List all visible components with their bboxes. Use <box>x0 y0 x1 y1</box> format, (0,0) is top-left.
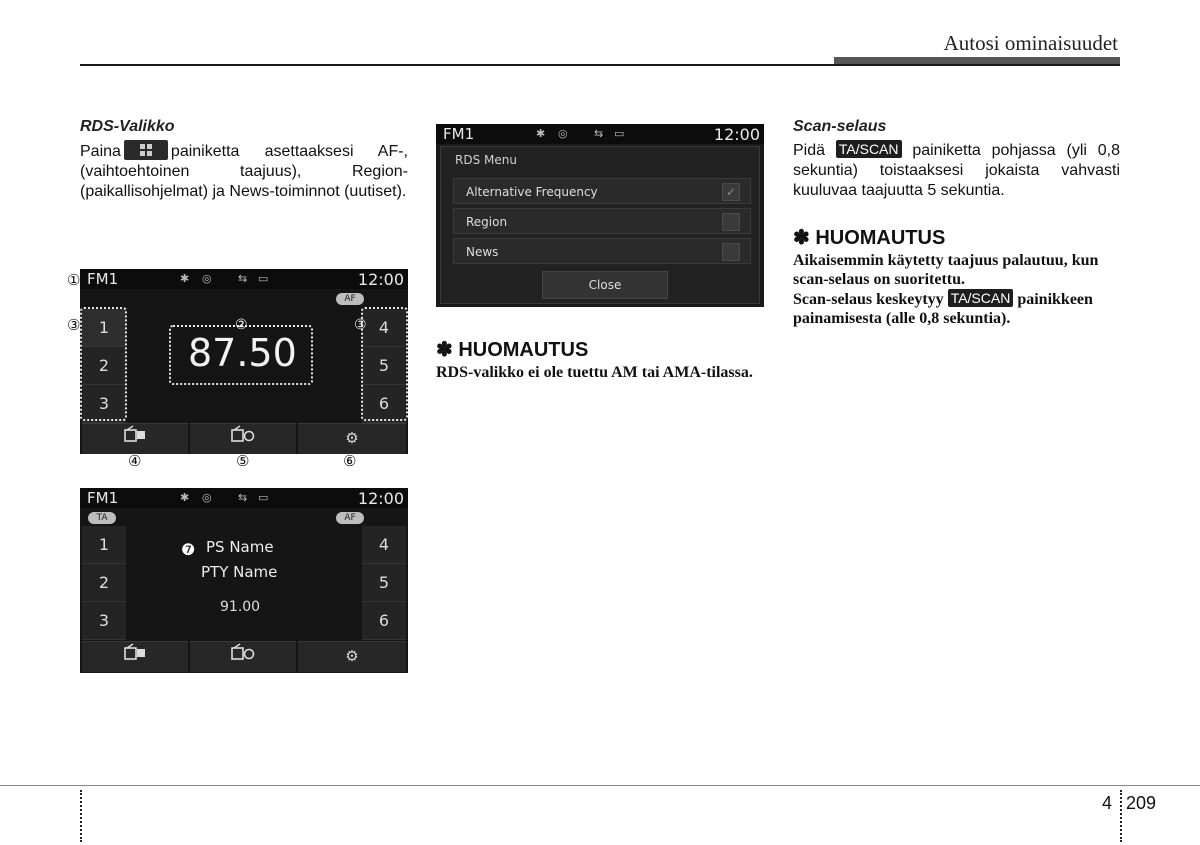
menu-item-label: News <box>466 245 499 259</box>
menu-item-label: Alternative Frequency <box>466 185 598 199</box>
af-indicator: AF <box>336 293 364 305</box>
clock: 12:00 <box>713 125 760 144</box>
radio-scan-icon <box>231 643 255 661</box>
status-bar <box>436 124 764 144</box>
callout-3-right: ③ <box>354 316 367 332</box>
ipod-icon: ◎ <box>202 272 212 285</box>
usb-icon: ⇆ <box>594 127 604 140</box>
radio-screen-fm <box>80 269 408 454</box>
chapter-number: 4 <box>1102 793 1113 813</box>
radio-list-icon <box>124 643 146 661</box>
right-note-2-start: Scan-selaus keskeytyy <box>793 291 944 308</box>
menu-item-label: Region <box>466 215 508 229</box>
preset-1[interactable]: 1 <box>82 526 126 564</box>
menu-item-region[interactable] <box>453 208 751 234</box>
footer-dashed-line-left <box>80 790 82 842</box>
bluetooth-icon: ✱ <box>536 127 546 140</box>
rds-menu-dialog <box>440 146 760 304</box>
scan-paragraph <box>793 140 1120 201</box>
middle-note-title: ✽ HUOMAUTUS <box>436 339 589 361</box>
settings-softkey[interactable] <box>298 641 406 672</box>
rds-menu-heading: RDS-Valikko <box>80 118 175 135</box>
right-note-title: ✽ HUOMAUTUS <box>793 227 946 249</box>
checkbox-checked-icon[interactable]: ✓ <box>722 183 740 201</box>
callout-6: ⑥ <box>343 453 357 470</box>
preset-5[interactable]: 5 <box>362 564 406 602</box>
scan-paragraph-rest: painiketta pohjassa (yli 0,8 sekuntia) toistaaksesi jokaista vahvasti kuuluvaa taajuutta 5 sekuntia. <box>793 142 1120 199</box>
scan-softkey[interactable] <box>190 641 296 672</box>
settings-softkey[interactable] <box>298 423 406 454</box>
rds-menu-button-icon <box>124 140 168 160</box>
ipod-icon: ◎ <box>202 491 212 504</box>
gear-icon: ⚙ <box>345 648 359 665</box>
rds-menu-paragraph <box>80 140 408 202</box>
preset-5[interactable]: 5 <box>362 347 406 385</box>
aux-icon: ▭ <box>258 491 269 504</box>
aux-icon: ▭ <box>614 127 625 140</box>
preset-3[interactable]: 3 <box>82 602 126 640</box>
clock: 12:00 <box>357 270 404 289</box>
ta-scan-button-label: TA/SCAN <box>836 140 902 158</box>
rds-menu-softkey[interactable] <box>82 423 188 454</box>
callout-2: ② <box>235 316 248 332</box>
callout-3-left: ③ <box>67 317 81 334</box>
checkbox-icon[interactable] <box>722 243 740 261</box>
right-note-2-end: painikkeen painamisesta (alle 0,8 sekuntia). <box>793 291 1093 327</box>
preset-6[interactable]: 6 <box>362 385 406 423</box>
footer-rule <box>0 785 1200 786</box>
right-note-line-1: Aikaisemmin käytetty taajuus palautuu, kun scan-selaus on suoritettu. <box>793 252 1099 288</box>
preset-1[interactable]: 1 <box>82 309 126 347</box>
footer-dashed-line-right <box>1120 790 1122 842</box>
band-label: FM1 <box>443 125 475 143</box>
ps-name: PS Name <box>206 538 274 556</box>
band-label: FM1 <box>87 270 119 288</box>
ta-scan-button-label: TA/SCAN <box>948 289 1014 307</box>
presets-right-highlight <box>361 307 408 421</box>
callout-7: ❼ <box>181 542 196 559</box>
bluetooth-icon: ✱ <box>180 272 190 285</box>
page-header-title: Autosi ominaisuudet <box>943 31 1118 55</box>
rds-menu-title: RDS Menu <box>455 153 517 167</box>
radio-screen-rds-info <box>80 488 408 673</box>
rds-paragraph-start: Paina <box>80 143 121 160</box>
preset-3[interactable]: 3 <box>82 385 126 423</box>
ta-indicator: TA <box>88 512 116 524</box>
rds-menu-softkey[interactable] <box>82 641 188 672</box>
usb-icon: ⇆ <box>238 491 248 504</box>
radio-scan-icon <box>231 425 255 443</box>
aux-icon: ▭ <box>258 272 269 285</box>
middle-note-body: RDS-valikko ei ole tuettu AM tai AMA-tilassa. <box>436 364 753 381</box>
preset-4[interactable]: 4 <box>362 526 406 564</box>
clock: 12:00 <box>357 489 404 508</box>
presets-left-highlight <box>80 307 127 421</box>
callout-5: ⑤ <box>236 453 250 470</box>
scan-softkey[interactable] <box>190 423 296 454</box>
ipod-icon: ◎ <box>558 127 568 140</box>
close-button[interactable]: Close <box>542 271 668 299</box>
rds-paragraph-rest: painiketta asettaaksesi AF-, (vaihtoehtoinen taajuus), Region- (paikallisohjelmat) ja News-toiminnot (uutiset). <box>80 143 408 200</box>
gear-icon: ⚙ <box>345 430 359 447</box>
frequency-display: 91.00 <box>220 599 261 615</box>
af-indicator: AF <box>336 512 364 524</box>
frequency-display: 87.50 <box>188 331 297 375</box>
status-bar <box>80 488 408 508</box>
preset-6[interactable]: 6 <box>362 602 406 640</box>
radio-list-icon <box>124 425 146 443</box>
scan-paragraph-start: Pidä <box>793 142 826 159</box>
band-label: FM1 <box>87 489 119 507</box>
menu-item-news[interactable] <box>453 238 751 264</box>
preset-4[interactable]: 4 <box>362 309 406 347</box>
callout-4: ④ <box>128 453 142 470</box>
checkbox-icon[interactable] <box>722 213 740 231</box>
header-rule <box>80 64 1120 66</box>
status-bar <box>80 269 408 289</box>
usb-icon: ⇆ <box>238 272 248 285</box>
page-number: 209 <box>1126 793 1157 813</box>
right-note-line-2 <box>793 289 1120 328</box>
right-note-body <box>793 251 1120 328</box>
scan-heading: Scan-selaus <box>793 118 887 135</box>
preset-2[interactable]: 2 <box>82 564 126 602</box>
callout-1: ① <box>67 272 81 289</box>
menu-item-alternative-frequency[interactable] <box>453 178 751 204</box>
bluetooth-icon: ✱ <box>180 491 190 504</box>
preset-2[interactable]: 2 <box>82 347 126 385</box>
rds-menu-screen <box>436 124 764 307</box>
pty-name: PTY Name <box>201 563 278 581</box>
